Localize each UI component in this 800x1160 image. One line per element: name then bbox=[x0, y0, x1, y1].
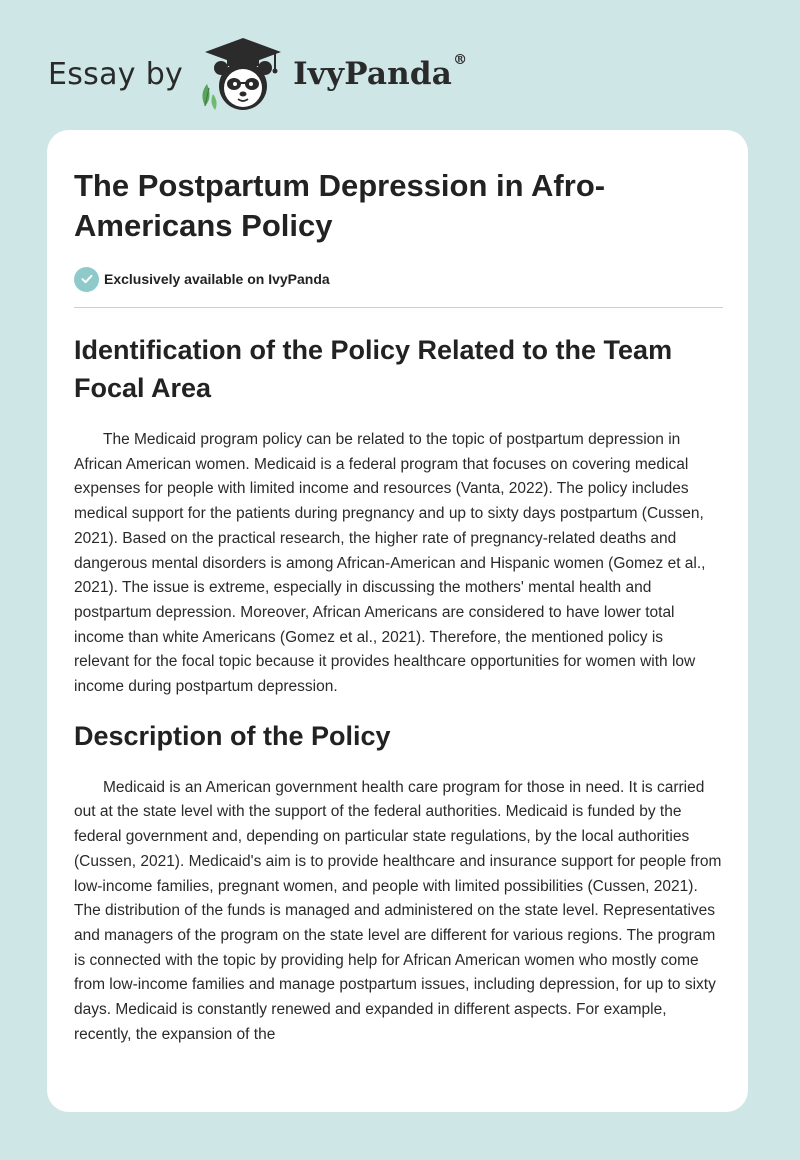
essay-by-label: Essay by bbox=[48, 56, 184, 92]
section-heading-description: Description of the Policy bbox=[74, 720, 391, 751]
title-divider bbox=[74, 307, 723, 308]
exclusive-label: Exclusively available on IvyPanda bbox=[104, 271, 330, 287]
essay-card bbox=[47, 130, 748, 1112]
section-heading-identification: Identification of the Policy Related to the Team Focal Area bbox=[74, 335, 673, 403]
site-header bbox=[48, 36, 467, 112]
check-circle-icon bbox=[74, 267, 99, 292]
brand-name: IvyPanda® bbox=[293, 52, 468, 92]
section-body-identification: The Medicaid program policy can be related to the topic of postpartum depression in African American women. Medicaid is a federal program that focuses on covering medical expenses for people with limited income and resources (Vanta, 2022). The policy includes medical support for the patients during pregnancy and up to sixty days postpartum (Cussen, 2021). Based on the practical research, the higher rate of pregnancy-related deaths and dangerous mental disorders is among African-American and Hispanic women (Gomez et al., 2021). The issue is extreme, especially in discussing the mothers' mental health and postpartum depression. Moreover, African Americans are considered to have lower total income than white Americans (Gomez et al., 2021). Therefore, the mentioned policy is relevant for the focal topic because it provides healthcare opportunities for women with low income during postpartum depression. bbox=[74, 431, 706, 696]
exclusive-badge bbox=[74, 266, 722, 292]
essay-content bbox=[74, 166, 722, 1047]
section-body-description: Medicaid is an American government health care program for those in need. It is carried out at the state level with the support of the federal authorities. Medicaid is funded by the federal government and, depending on particular state regulations, by the local authorities (Cussen, 2021). Medicaid's aim is to provide healthcare and insurance support for people from low-income families, pregnant women, and people with limited possibilities (Cussen, 2021). The distribution of the funds is managed and administered on the state level. Representatives and managers of the program on the state level are different for various regions. The program is connected with the topic by providing help for African American women who mostly come from low-income families and manage postpartum issues, including depression, for up to sixty days. Medicaid is constantly renewed and expanded in different aspects. For example, recently, the expansion of the bbox=[74, 778, 722, 1043]
essay-title: The Postpartum Depression in Afro-Americans Policy bbox=[74, 168, 606, 243]
registered-mark: ® bbox=[453, 52, 468, 68]
panda-graduate-icon bbox=[197, 36, 289, 112]
